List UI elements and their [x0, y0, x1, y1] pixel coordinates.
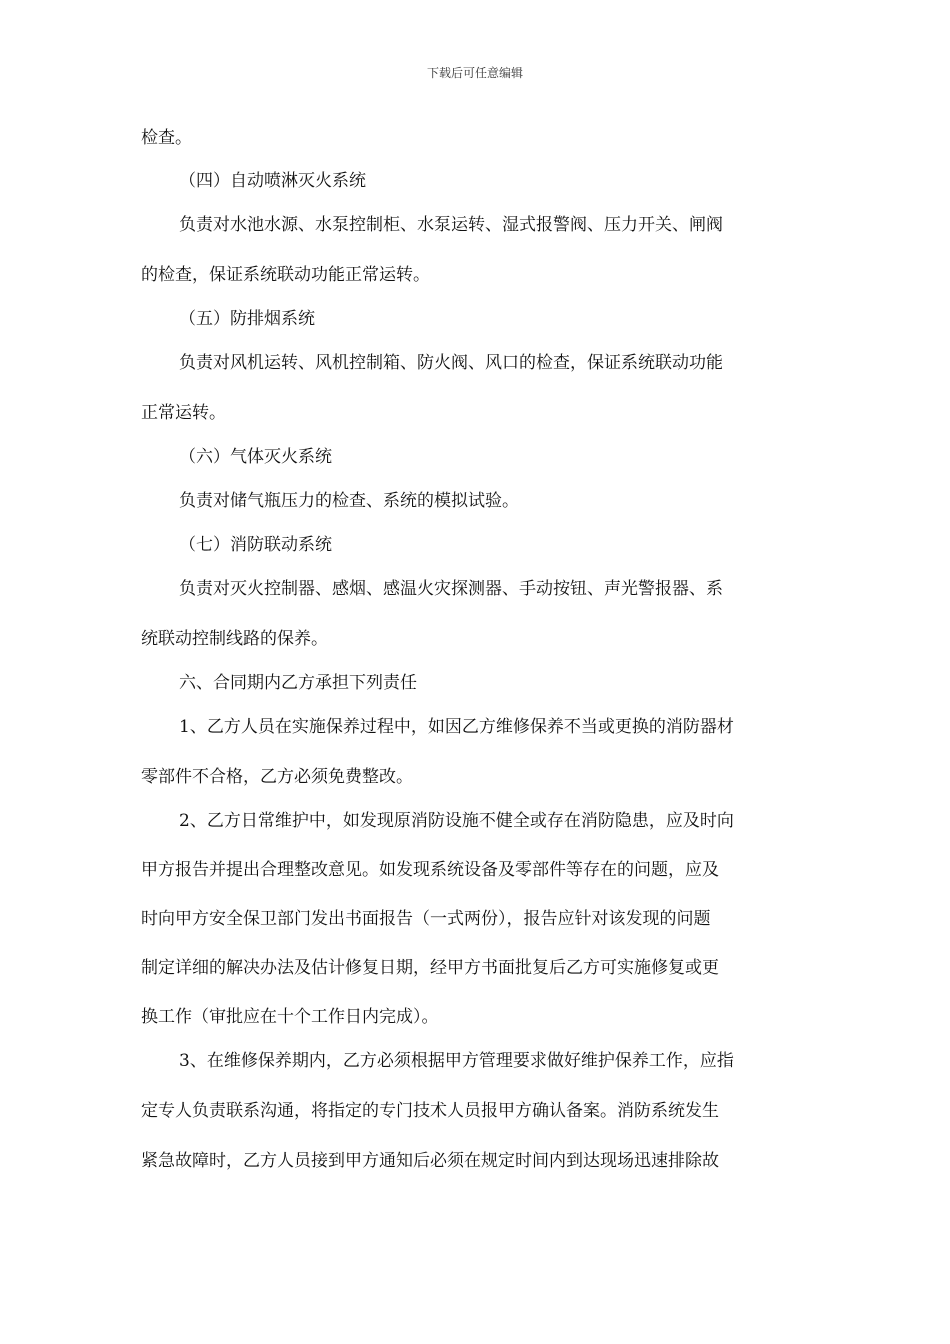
section-heading: （四）自动喷淋灭火系统 [179, 171, 366, 191]
text-line: 负责对灭火控制器、感烟、感温火灾探测器、手动按钮、声光警报器、系 [179, 579, 723, 599]
section-heading: （五）防排烟系统 [179, 309, 315, 329]
text-line: 统联动控制线路的保养。 [141, 629, 328, 649]
text-line: 换工作（审批应在十个工作日内完成）。 [141, 1007, 439, 1027]
text-line: 负责对风机运转、风机控制箱、防火阀、风口的检查，保证系统联动功能 [179, 353, 723, 373]
section-heading: （六）气体灭火系统 [179, 447, 332, 467]
text-line: 正常运转。 [141, 403, 226, 423]
text-line: 3、在维修保养期内，乙方必须根据甲方管理要求做好维护保养工作，应指 [179, 1051, 734, 1071]
section-heading: （七）消防联动系统 [179, 535, 332, 555]
section-heading: 六、合同期内乙方承担下列责任 [179, 673, 417, 693]
text-line: 时向甲方安全保卫部门发出书面报告（一式两份），报告应针对该发现的问题 [141, 909, 711, 929]
text-line: 1、乙方人员在实施保养过程中，如因乙方维修保养不当或更换的消防器材 [179, 717, 734, 737]
text-line: 定专人负责联系沟通，将指定的专门技术人员报甲方确认备案。消防系统发生 [141, 1101, 719, 1121]
text-line: 甲方报告并提出合理整改意见。如发现系统设备及零部件等存在的问题，应及 [141, 860, 719, 880]
text-line: 零部件不合格，乙方必须免费整改。 [141, 767, 413, 787]
text-line: 2、乙方日常维护中，如发现原消防设施不健全或存在消防隐患，应及时向 [179, 811, 734, 831]
text-line: 检查。 [141, 128, 192, 148]
text-line: 的检查，保证系统联动功能正常运转。 [141, 265, 430, 285]
text-line: 负责对水池水源、水泵控制柜、水泵运转、湿式报警阀、压力开关、闸阀 [179, 215, 723, 235]
text-line: 制定详细的解决办法及估计修复日期，经甲方书面批复后乙方可实施修复或更 [141, 958, 719, 978]
page-header-note: 下载后可任意编辑 [426, 66, 523, 80]
text-line: 负责对储气瓶压力的检查、系统的模拟试验。 [179, 491, 519, 511]
text-line: 紧急故障时，乙方人员接到甲方通知后必须在规定时间内到达现场迅速排除故 [141, 1151, 719, 1171]
